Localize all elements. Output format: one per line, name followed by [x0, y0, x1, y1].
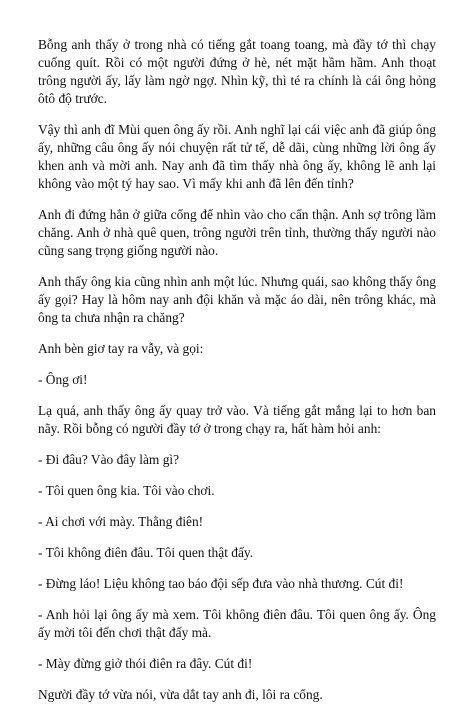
paragraph: Người đầy tớ vừa nói, vừa dắt tay anh đi, lôi ra cổng.	[38, 687, 323, 702]
paragraph: Lạ quá, anh thấy ông ấy quay trở vào. Và tiếng gắt mắng lại to hơn ban nãy. Rồi bỗng có người đầy tớ ở trong chạy ra, hất hàm hỏi anh:	[38, 403, 436, 436]
dialogue-line: - Anh hỏi lại ông ấy mà xem. Tôi không điên đâu. Tôi quen ông ấy. Ông ấy mời tôi đến chơi thật đấy mà.	[38, 607, 436, 640]
dialogue-line: - Đừng láo! Liệu không tao báo đội sếp đưa vào nhà thương. Cút đi!	[38, 576, 404, 591]
dialogue-line: - Ai chơi với mày. Thằng điên!	[38, 514, 204, 529]
dialogue-line: - Tôi không điên đâu. Tôi quen thật đấy.	[38, 545, 254, 560]
paragraph: Anh đi đứng hẳn ở giữa cổng để nhìn vào cho cẩn thận. Anh sợ trông lầm chăng. Anh ở nhà quê quen, trông người trên tỉnh, thường thấy người nào cũng sang trọng giống người nào.	[38, 207, 436, 258]
paragraph: Anh thấy ông kia cũng nhìn anh một lúc. Nhưng quái, sao không thấy ông ấy gọi? Hay là hôm nay anh đội khăn và mặc áo dài, nên trông khác, mà ông ta chưa nhận ra chăng?	[38, 274, 436, 325]
paragraph: Anh bèn giơ tay ra vẫy, và gọi:	[38, 341, 204, 356]
paragraph: Vậy thì anh đĩ Mùi quen ông ấy rồi. Anh nghĩ lại cái việc anh đã giúp ông ấy, những câu ông ấy nói chuyện rất tử tế, dễ dãi, cùng những lời ông ấy khen anh và mời anh. Nay anh đã tìm thấy nhà ông ấy, không lẽ anh lại không vào một tý hay sao. Vì mấy khi anh đã lên đến tỉnh?	[38, 122, 436, 191]
paragraph: Bỗng anh thấy ở trong nhà có tiếng gắt toang toang, mà đầy tớ thì chạy cuống quít. Rồi có một người đứng ở hè, nét mặt hầm hầm. Anh thoạt trông người ấy, lấy làm ngờ ngợ. Nhìn kỹ, thì té ra chính là cái ông hỏng ôtô độ trước.	[38, 37, 436, 106]
dialogue-line: - Tôi quen ông kia. Tôi vào chơi.	[38, 483, 215, 498]
dialogue-line: - Mày đừng giở thói điên ra đây. Cút đi!	[38, 656, 253, 671]
dialogue-line: - Đi đâu? Vào đây làm gì?	[38, 452, 180, 467]
dialogue-line: - Ông ơi!	[38, 372, 88, 387]
